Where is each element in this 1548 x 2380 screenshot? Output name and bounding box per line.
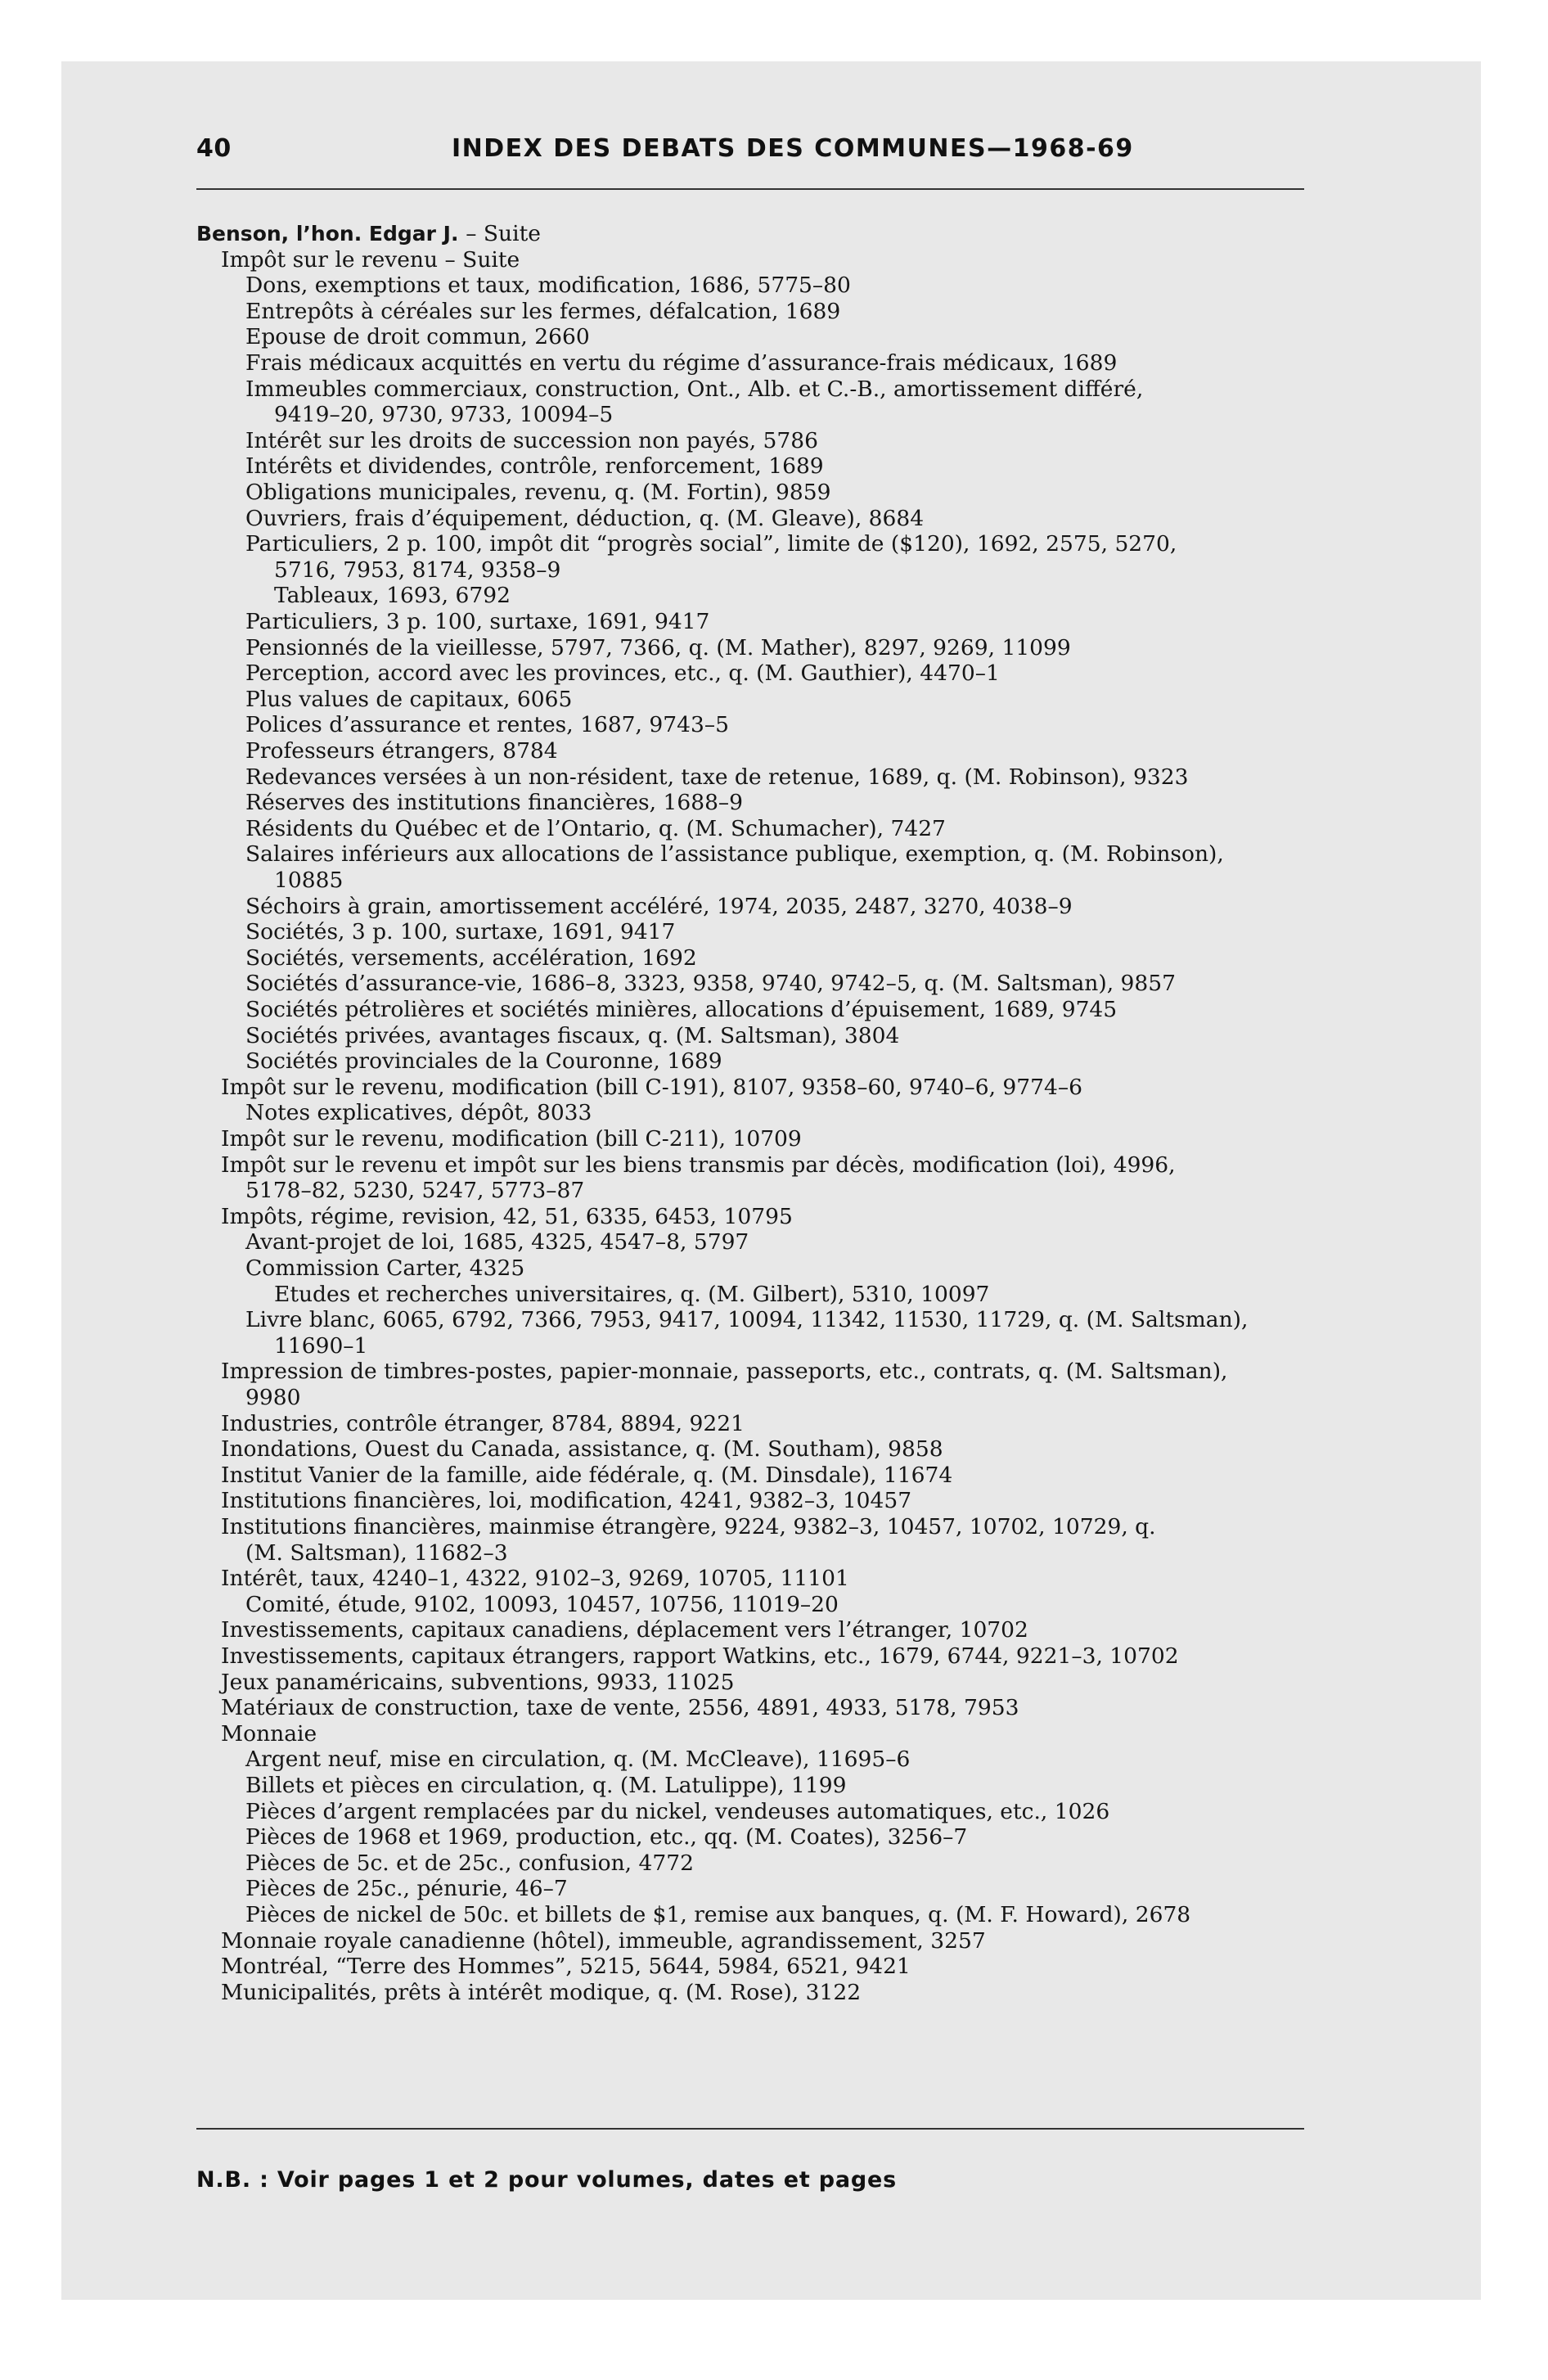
index-line: 9419–20, 9730, 9733, 10094–5 (274, 402, 614, 428)
index-line: Intérêt, taux, 4240–1, 4322, 9102–3, 9269, 10705, 11101 (221, 1566, 849, 1592)
index-line: Particuliers, 3 p. 100, surtaxe, 1691, 9417 (245, 609, 710, 634)
index-line: Plus values de capitaux, 6065 (245, 686, 573, 712)
index-line: Pièces d’argent remplacées par du nickel, vendeuses automatiques, etc., 1026 (245, 1798, 1110, 1824)
index-line: Réserves des institutions financières, 1688–9 (245, 790, 744, 816)
index-line: Immeubles commerciaux, construction, Ont., Alb. et C.-B., amortissement différé, (245, 376, 1144, 402)
entry-heading (196, 221, 541, 247)
index-line: Résidents du Québec et de l’Ontario, q. (M. Schumacher), 7427 (245, 815, 946, 841)
index-line: Institut Vanier de la famille, aide fédérale, q. (M. Dinsdale), 11674 (221, 1462, 953, 1488)
index-line: 11690–1 (274, 1332, 368, 1359)
index-line: Sociétés, 3 p. 100, surtaxe, 1691, 9417 (245, 919, 676, 945)
header-rule (196, 188, 1304, 190)
index-line: Sociétés, versements, accélération, 1692 (245, 944, 697, 971)
index-line: Impression de timbres-postes, papier-monnaie, passeports, etc., contrats, q. (M. Saltsman), (221, 1359, 1228, 1385)
index-line: Pièces de 1968 et 1969, production, etc., qq. (M. Coates), 3256–7 (245, 1824, 968, 1850)
index-line: Avant-projet de loi, 1685, 4325, 4547–8, 5797 (245, 1229, 749, 1255)
page-number: 40 (196, 134, 232, 163)
index-line: Impôt sur le revenu – Suite (221, 246, 520, 273)
index-line: Entrepôts à céréales sur les fermes, défalcation, 1689 (245, 298, 841, 324)
index-line: Institutions financières, loi, modification, 4241, 9382–3, 10457 (221, 1488, 912, 1514)
index-line: Professeurs étrangers, 8784 (245, 738, 558, 764)
footnote: N.B. : Voir pages 1 et 2 pour volumes, dates et pages (196, 2167, 897, 2193)
entry-heading-name: Benson, l’hon. Edgar J. (196, 222, 459, 246)
entry-heading-suite: – Suite (466, 221, 541, 246)
index-line: Pièces de 5c. et de 25c., confusion, 4772 (245, 1850, 694, 1876)
index-line: Particuliers, 2 p. 100, impôt dit “progrès social”, limite de ($120), 1692, 2575, 5270, (245, 531, 1177, 557)
footer-rule (196, 2128, 1304, 2130)
index-line: Etudes et recherches universitaires, q. (M. Gilbert), 5310, 10097 (274, 1281, 990, 1307)
index-line: Monnaie (221, 1720, 317, 1747)
index-line: Monnaie royale canadienne (hôtel), immeuble, agrandissement, 3257 (221, 1927, 986, 1954)
index-line: 5716, 7953, 8174, 9358–9 (274, 557, 561, 583)
index-line: Matériaux de construction, taxe de vente, 2556, 4891, 4933, 5178, 7953 (221, 1695, 1019, 1721)
index-line: Intérêt sur les droits de succession non payés, 5786 (245, 427, 818, 453)
index-line: Comité, étude, 9102, 10093, 10457, 10756, 11019–20 (245, 1591, 839, 1617)
index-line: Institutions financières, mainmise étrangère, 9224, 9382–3, 10457, 10702, 10729, q. (221, 1514, 1156, 1539)
index-line: Pensionnés de la vieillesse, 5797, 7366, q. (M. Mather), 8297, 9269, 11099 (245, 634, 1071, 660)
index-line: Municipalités, prêts à intérêt modique, q. (M. Rose), 3122 (221, 1979, 862, 2005)
index-line: Impôts, régime, revision, 42, 51, 6335, 6453, 10795 (221, 1203, 793, 1229)
index-line: Polices d’assurance et rentes, 1687, 9743–5 (245, 712, 729, 738)
index-line: Tableaux, 1693, 6792 (274, 583, 511, 609)
index-line: (M. Saltsman), 11682–3 (245, 1539, 508, 1566)
index-line: 5178–82, 5230, 5247, 5773–87 (245, 1178, 585, 1204)
index-line: Sociétés d’assurance-vie, 1686–8, 3323, 9358, 9740, 9742–5, q. (M. Saltsman), 9857 (245, 971, 1176, 997)
index-line: Billets et pièces en circulation, q. (M. Latulippe), 1199 (245, 1773, 847, 1798)
index-line: Inondations, Ouest du Canada, assistance, q. (M. Southam), 9858 (221, 1436, 943, 1463)
index-line: Epouse de droit commun, 2660 (245, 324, 590, 350)
index-line: Salaires inférieurs aux allocations de l’assistance publique, exemption, q. (M. Robinson), (245, 841, 1224, 868)
index-line: Industries, contrôle étranger, 8784, 8894, 9221 (221, 1410, 745, 1436)
index-line: Impôt sur le revenu, modification (bill C-191), 8107, 9358–60, 9740–6, 9774–6 (221, 1074, 1082, 1100)
index-line: Redevances versées à un non-résident, taxe de retenue, 1689, q. (M. Robinson), 9323 (245, 764, 1189, 790)
index-line: Notes explicatives, dépôt, 8033 (245, 1100, 592, 1126)
index-line: Commission Carter, 4325 (245, 1255, 525, 1281)
index-line: Perception, accord avec les provinces, etc., q. (M. Gauthier), 4470–1 (245, 660, 1000, 687)
index-line: Frais médicaux acquittés en vertu du régime d’assurance-frais médicaux, 1689 (245, 350, 1118, 376)
index-line: Argent neuf, mise en circulation, q. (M. McCleave), 11695–6 (245, 1747, 911, 1773)
index-line: Livre blanc, 6065, 6792, 7366, 7953, 9417, 10094, 11342, 11530, 11729, q. (M. Saltsman), (245, 1307, 1249, 1333)
index-line: Obligations municipales, revenu, q. (M. Fortin), 9859 (245, 480, 831, 505)
index-line: Jeux panaméricains, subventions, 9933, 11025 (221, 1669, 735, 1695)
index-line: Sociétés provinciales de la Couronne, 1689 (245, 1048, 722, 1075)
index-line: Dons, exemptions et taux, modification, 1686, 5775–80 (245, 273, 851, 299)
index-line: Intérêts et dividendes, contrôle, renforcement, 1689 (245, 453, 824, 480)
index-line: Impôt sur le revenu et impôt sur les biens transmis par décès, modification (loi), 4996, (221, 1152, 1176, 1178)
index-line: Investissements, capitaux étrangers, rapport Watkins, etc., 1679, 6744, 9221–3, 10702 (221, 1643, 1179, 1669)
running-title: INDEX DES DEBATS DES COMMUNES—1968-69 (452, 134, 1134, 163)
index-line: Sociétés privées, avantages fiscaux, q. (M. Saltsman), 3804 (245, 1022, 900, 1048)
index-line: Pièces de nickel de 50c. et billets de $1, remise aux banques, q. (M. F. Howard), 2678 (245, 1902, 1191, 1927)
index-line: Sociétés pétrolières et sociétés minières, allocations d’épuisement, 1689, 9745 (245, 997, 1118, 1022)
index-line: Montréal, “Terre des Hommes”, 5215, 5644, 5984, 6521, 9421 (221, 1954, 911, 1980)
index-line: 9980 (245, 1385, 301, 1410)
index-line: Investissements, capitaux canadiens, déplacement vers l’étranger, 10702 (221, 1617, 1028, 1643)
page-header (0, 0, 1548, 196)
index-line: Ouvriers, frais d’équipement, déduction, q. (M. Gleave), 8684 (245, 505, 925, 531)
index-line: Séchoirs à grain, amortissement accéléré, 1974, 2035, 2487, 3270, 4038–9 (245, 893, 1073, 919)
index-line: Pièces de 25c., pénurie, 46–7 (245, 1876, 568, 1902)
index-line: Impôt sur le revenu, modification (bill C-211), 10709 (221, 1126, 802, 1152)
index-line: 10885 (274, 868, 344, 893)
